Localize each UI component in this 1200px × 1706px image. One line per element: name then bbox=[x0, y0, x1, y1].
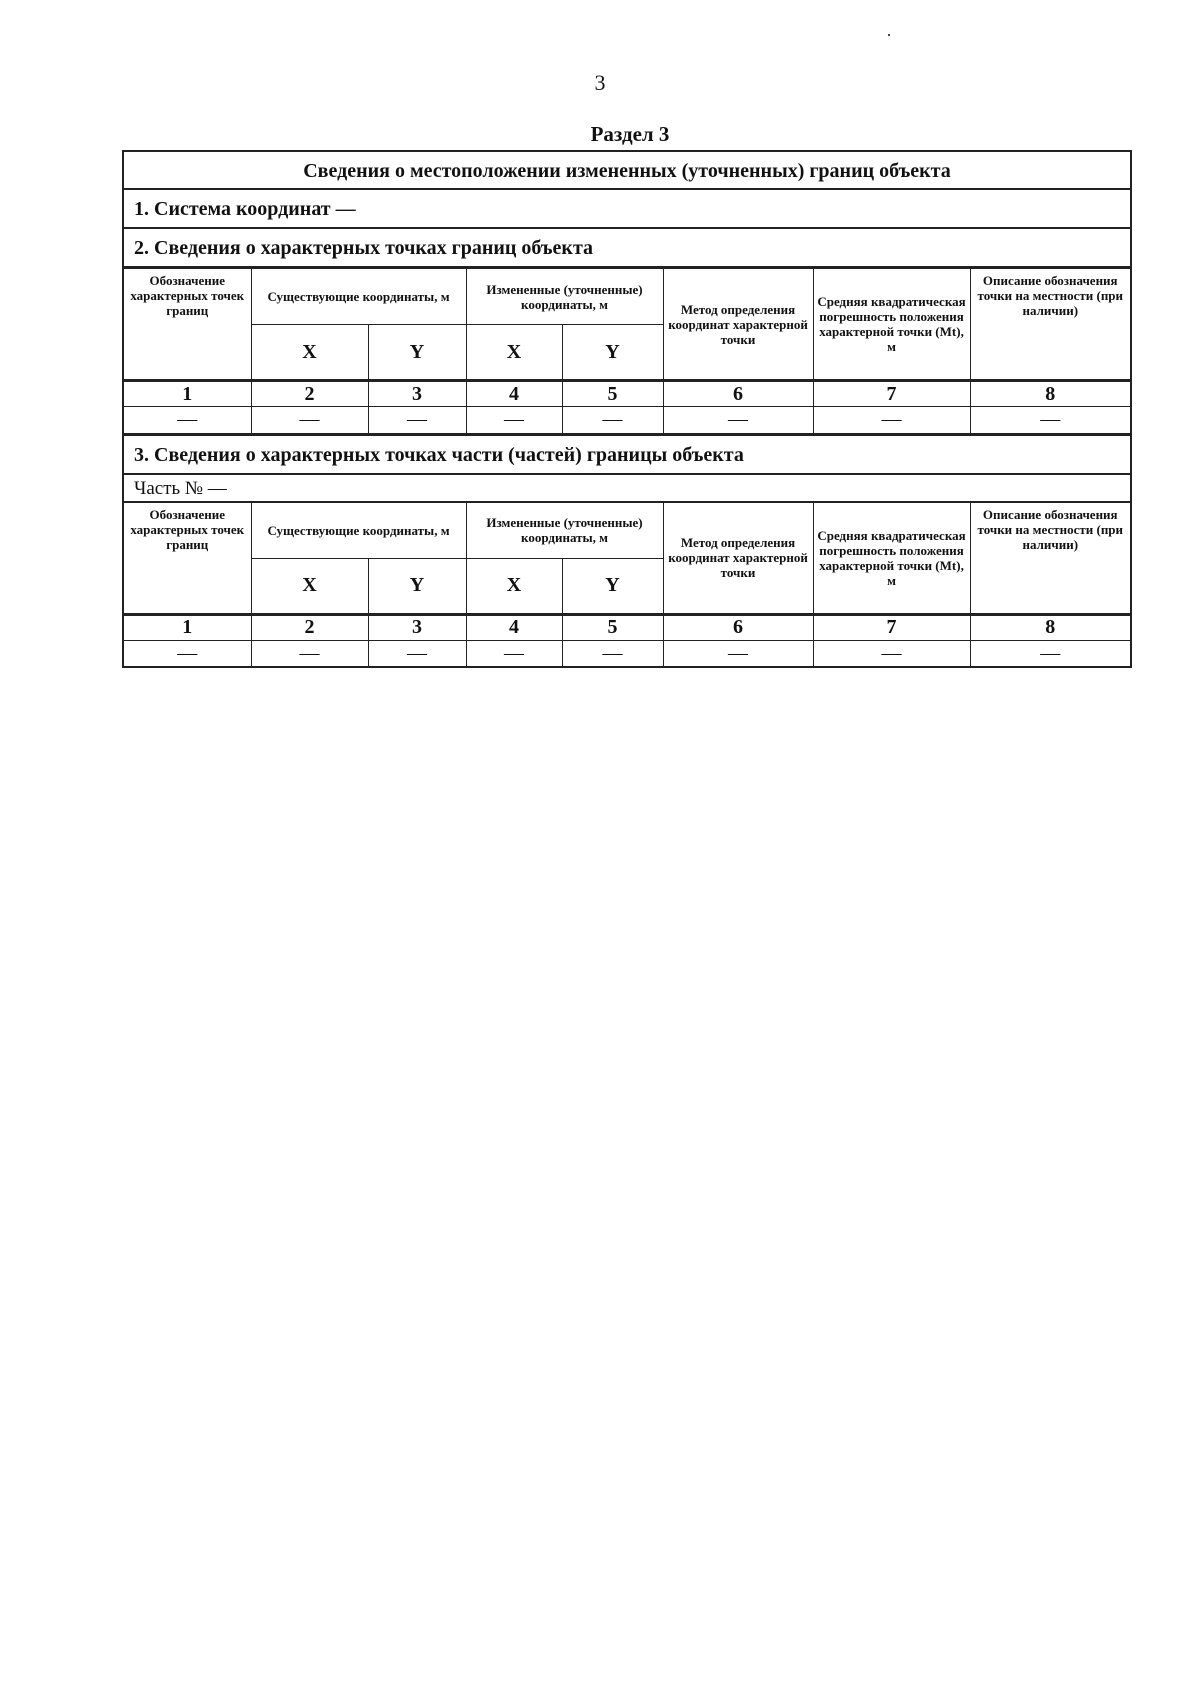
table-cell: — bbox=[813, 640, 970, 666]
column-number: 2 bbox=[251, 614, 368, 640]
coordinate-system-label: 1. Система координат — bbox=[124, 190, 1130, 229]
header-method: Метод определения координат характерной точки bbox=[663, 269, 813, 381]
header-x-existing: X bbox=[251, 325, 368, 381]
table-cell: — bbox=[124, 407, 251, 433]
scan-speck bbox=[888, 34, 890, 36]
table-cell: — bbox=[813, 407, 970, 433]
header-point-designation: Обозначение характерных точек границ bbox=[124, 502, 251, 614]
table-cell: — bbox=[368, 407, 466, 433]
table-cell: — bbox=[562, 407, 663, 433]
table-cell: — bbox=[251, 640, 368, 666]
column-number: 6 bbox=[663, 381, 813, 407]
block2-title: 2. Сведения о характерных точках границ объекта bbox=[124, 229, 1130, 268]
block3-table bbox=[124, 502, 1130, 667]
header-changed-coords: Измененные (уточненные) координаты, м bbox=[466, 269, 663, 325]
header-y-changed: Y bbox=[562, 558, 663, 614]
form-title: Сведения о местоположении измененных (уточненных) границ объекта bbox=[124, 152, 1130, 190]
header-changed-coords: Измененные (уточненные) координаты, м bbox=[466, 502, 663, 558]
column-number: 6 bbox=[663, 614, 813, 640]
table-cell: — bbox=[251, 407, 368, 433]
header-existing-coords: Существующие координаты, м bbox=[251, 502, 466, 558]
header-existing-coords: Существующие координаты, м bbox=[251, 269, 466, 325]
header-y-existing: Y bbox=[368, 325, 466, 381]
column-number: 4 bbox=[466, 614, 562, 640]
column-number: 7 bbox=[813, 614, 970, 640]
column-number: 3 bbox=[368, 614, 466, 640]
block3-column-numbers bbox=[124, 614, 1130, 640]
block3-header-row bbox=[124, 502, 1130, 558]
column-number: 1 bbox=[124, 381, 251, 407]
header-description: Описание обозначения точки на местности (при наличии) bbox=[970, 502, 1130, 614]
header-error: Средняя квадратическая погрешность положения характерной точки (Mt), м bbox=[813, 502, 970, 614]
table-row bbox=[124, 407, 1130, 433]
table-cell: — bbox=[368, 640, 466, 666]
table-row bbox=[124, 640, 1130, 666]
column-number: 1 bbox=[124, 614, 251, 640]
table-cell: — bbox=[663, 640, 813, 666]
column-number: 8 bbox=[970, 614, 1130, 640]
section-title: Раздел 3 bbox=[590, 122, 670, 146]
block3-title: 3. Сведения о характерных точках части (частей) границы объекта bbox=[124, 436, 1130, 475]
table-cell: — bbox=[663, 407, 813, 433]
page-number: 3 bbox=[594, 70, 606, 95]
column-number: 5 bbox=[562, 614, 663, 640]
block2-column-numbers bbox=[124, 381, 1130, 407]
column-number: 8 bbox=[970, 381, 1130, 407]
table-cell: — bbox=[466, 640, 562, 666]
column-number: 2 bbox=[251, 381, 368, 407]
header-method: Метод определения координат характерной точки bbox=[663, 502, 813, 614]
block2-header-row bbox=[124, 269, 1130, 325]
header-x-changed: X bbox=[466, 325, 562, 381]
table-cell: — bbox=[562, 640, 663, 666]
header-error: Средняя квадратическая погрешность положения характерной точки (Mt), м bbox=[813, 269, 970, 381]
header-x-existing: X bbox=[251, 558, 368, 614]
boundary-form bbox=[122, 150, 1132, 668]
table-cell: — bbox=[970, 407, 1130, 433]
column-number: 7 bbox=[813, 381, 970, 407]
column-number: 5 bbox=[562, 381, 663, 407]
header-description: Описание обозначения точки на местности (при наличии) bbox=[970, 269, 1130, 381]
part-label: Часть № — bbox=[124, 475, 1130, 502]
column-number: 4 bbox=[466, 381, 562, 407]
header-y-changed: Y bbox=[562, 325, 663, 381]
table-cell: — bbox=[124, 640, 251, 666]
header-point-designation: Обозначение характерных точек границ bbox=[124, 269, 251, 381]
header-x-changed: X bbox=[466, 558, 562, 614]
block2-table bbox=[124, 268, 1130, 433]
table-cell: — bbox=[970, 640, 1130, 666]
table-cell: — bbox=[466, 407, 562, 433]
header-y-existing: Y bbox=[368, 558, 466, 614]
column-number: 3 bbox=[368, 381, 466, 407]
